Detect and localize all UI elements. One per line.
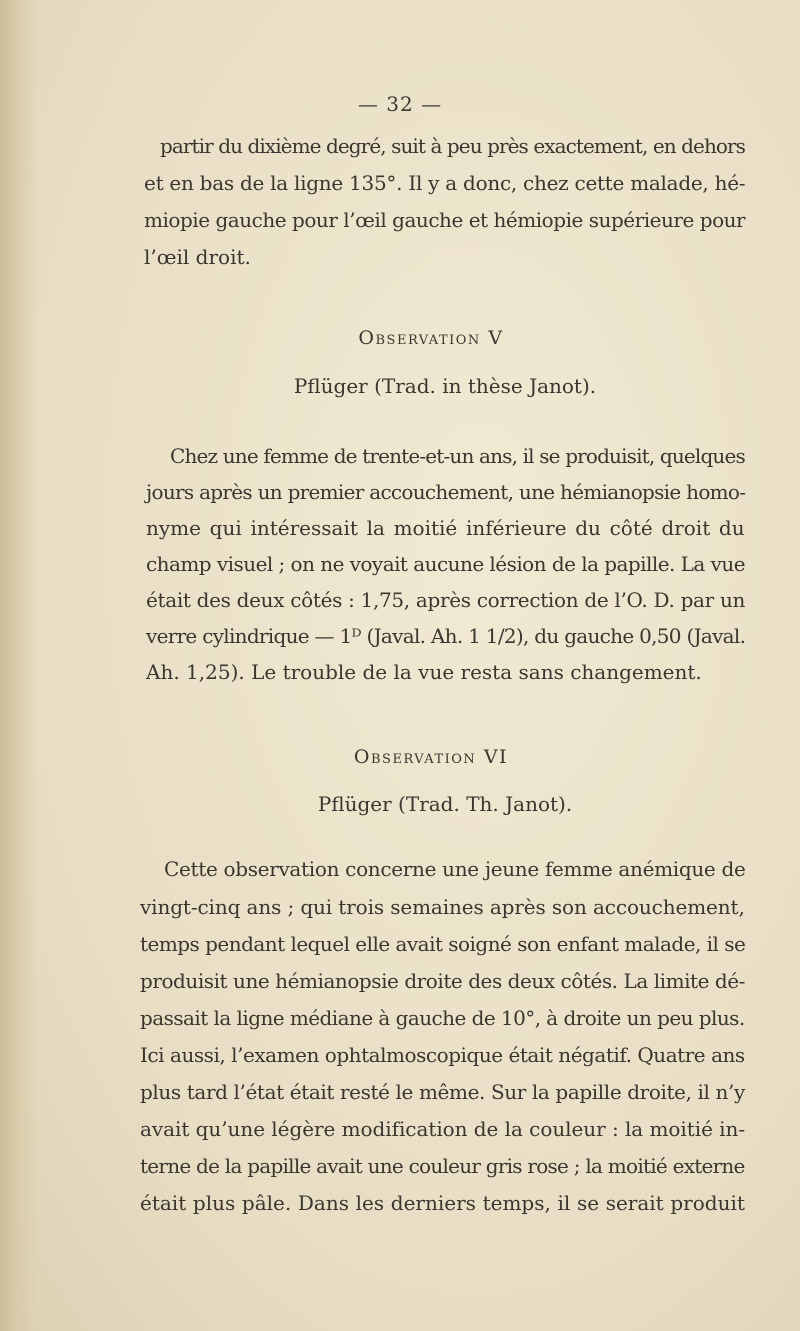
observation-6-line: Ici aussi, l’examen ophtalmoscopique était négatif. Quatre ans — [140, 1043, 745, 1067]
observation-6-line: passait la ligne médiane à gauche de 10°, à droite un peu plus. — [140, 1006, 745, 1030]
paragraph-1-line: l’œil droit. — [144, 245, 251, 269]
observation-6-line: terne de la papille avait une couleur gris rose ; la moitié externe — [140, 1154, 745, 1178]
observation-6-line: avait qu’une légère modification de la couleur : la moitié in- — [140, 1117, 746, 1141]
observation-5-line: était des deux côtés : 1,75, après correction de l’O. D. par un — [146, 588, 746, 612]
observation-6-line: Cette observation concerne une jeune femme anémique de — [164, 857, 746, 881]
observation-5-line: Ah. 1,25). Le trouble de la vue resta sans changement. — [146, 660, 702, 684]
observation-6-line: produisit une hémianopsie droite des deux côtés. La limite dé- — [140, 969, 745, 993]
observation-5-line: jours après un premier accouchement, une hémianopsie homo- — [146, 480, 746, 504]
observation-5-line: nyme qui intéressait la moitié inférieure du côté droit du — [146, 516, 745, 540]
observation-5-source: Pflüger (Trad. in thèse Janot). — [293, 374, 597, 398]
paragraph-1-line: partir du dixième degré, suit à peu près exactement, en dehors — [160, 134, 746, 158]
observation-5-line: Chez une femme de trente-et-un ans, il se produisit, quelques — [170, 444, 745, 468]
observation-6-title: Observation VI — [353, 746, 509, 768]
observation-6-line: plus tard l’état était resté le même. Sur la papille droite, il n’y — [140, 1080, 745, 1104]
paragraph-1-line: et en bas de la ligne 135°. Il y a donc, chez cette malade, hé- — [144, 171, 746, 195]
observation-6-line: était plus pâle. Dans les derniers temps, il se serait produit — [140, 1191, 745, 1215]
observation-5-title: Observation V — [358, 327, 504, 349]
observation-5-line: champ visuel ; on ne voyait aucune lésion de la papille. La vue — [146, 552, 746, 576]
observation-6-source: Pflüger (Trad. Th. Janot). — [317, 792, 573, 816]
observation-5-line: verre cylindrique — 1ᴰ (Javal. Ah. 1 1/2), du gauche 0,50 (Javal. — [146, 624, 746, 648]
page-edge-shadow — [0, 0, 38, 1331]
observation-6-line: temps pendant lequel elle avait soigné son enfant malade, il se — [140, 932, 746, 956]
observation-6-line: vingt-cinq ans ; qui trois semaines après son accouchement, — [140, 895, 745, 919]
page-number: — 32 — — [357, 92, 443, 116]
paragraph-1-line: miopie gauche pour l’œil gauche et hémiopie supérieure pour — [144, 208, 746, 232]
